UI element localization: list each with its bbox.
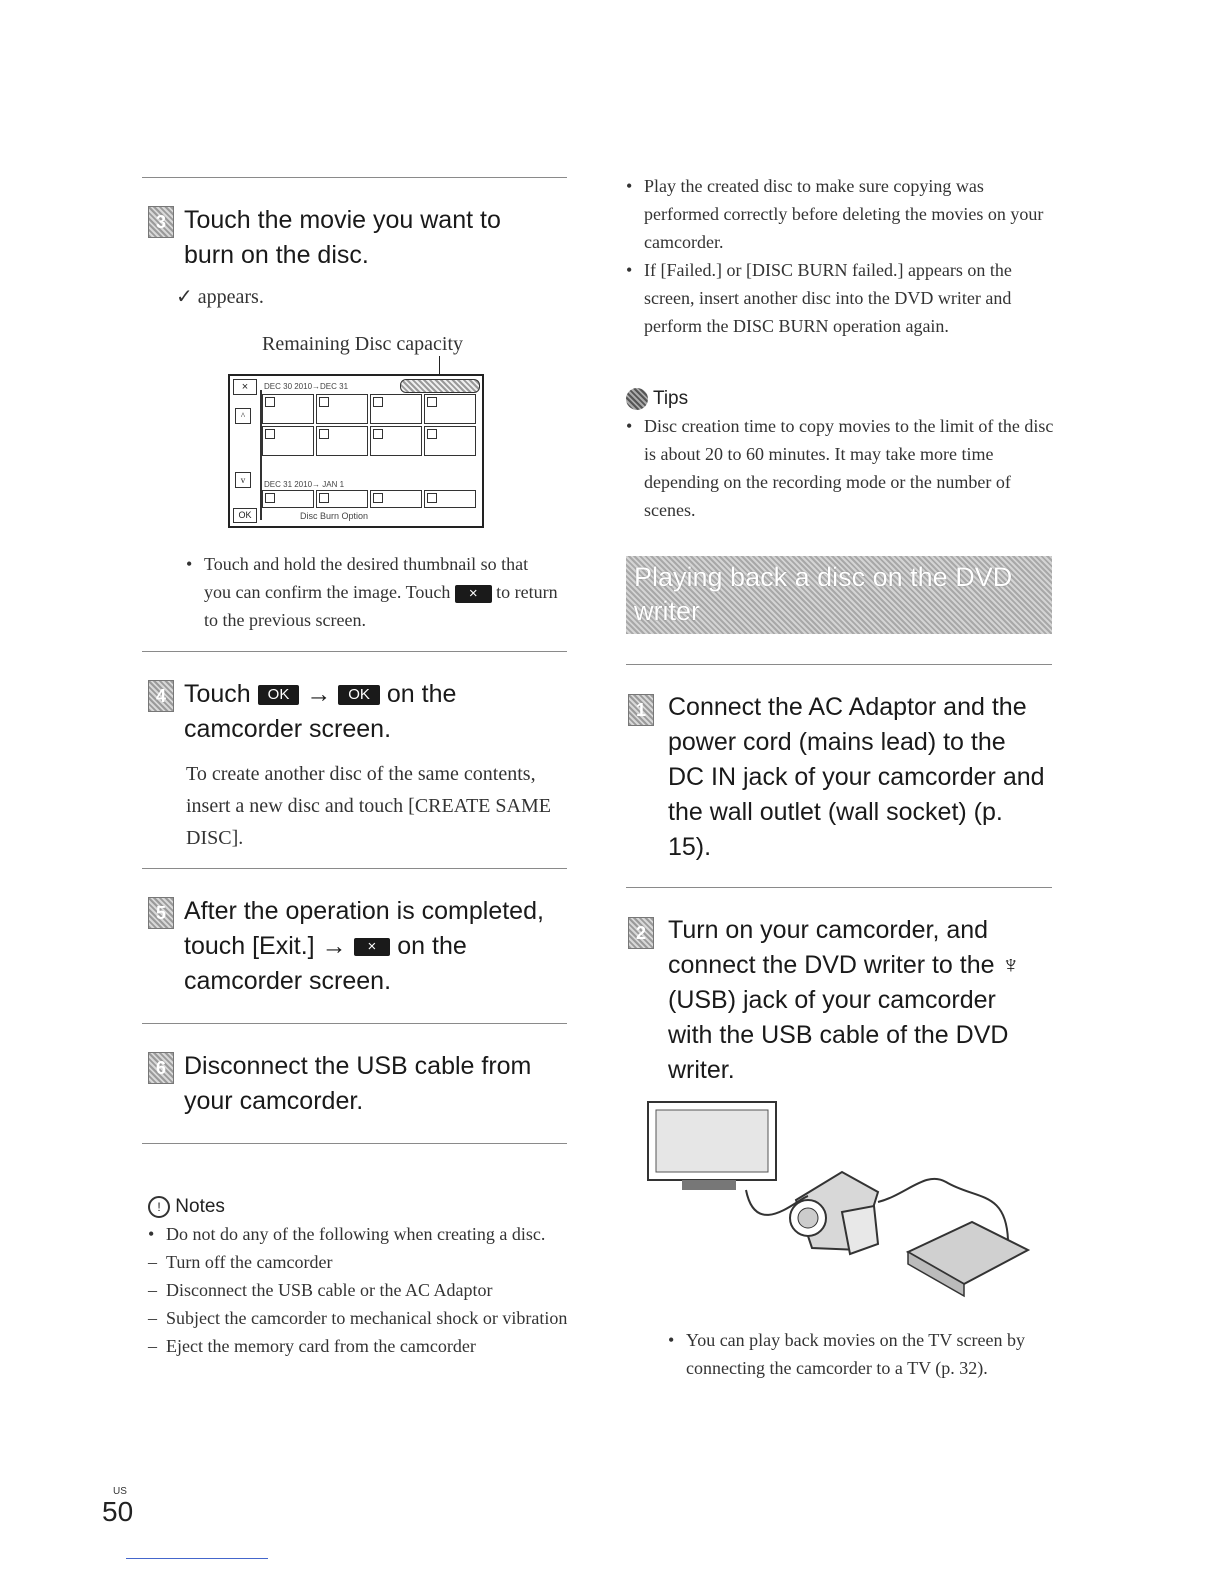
thumbnail <box>370 426 422 456</box>
notes-title-row: ! Notes <box>148 1196 568 1218</box>
list-item: • Play the created disc to make sure copying was performed correctly before deleting the movies on your camcorder. <box>626 172 1054 256</box>
notes-intro: • Do not do any of the following when creating a disc. <box>148 1220 568 1248</box>
disc-burn-option-label: Disc Burn Option <box>300 511 369 521</box>
tips-title-row: Tips <box>626 388 1054 410</box>
section-banner <box>626 556 1052 634</box>
step6-heading: Disconnect the USB cable from your camcorder. <box>184 1052 532 1115</box>
arrow-icon: → <box>321 932 347 960</box>
disc-capacity-callout: Remaining Disc capacity <box>262 333 464 355</box>
divider <box>626 664 1052 665</box>
tv-illustration <box>648 1102 776 1190</box>
divider <box>142 651 567 652</box>
thumbnail <box>262 490 314 508</box>
step-number-3: 3 <box>148 206 174 238</box>
camcorder-screen-illustration <box>228 374 484 528</box>
list-item: – Eject the memory card from the camcorder <box>148 1332 568 1360</box>
date-range-2: DEC 31 2010→ JAN 1 <box>264 480 345 489</box>
scroll-down-icon: v <box>235 472 251 488</box>
divider <box>142 1143 567 1144</box>
notes-block <box>148 1196 568 1360</box>
arrow-icon: → <box>306 680 332 708</box>
thumbnail <box>424 394 476 424</box>
ok-button-icon: OK <box>338 685 380 705</box>
close-button-icon: × <box>354 938 391 956</box>
divider <box>142 177 567 178</box>
right-top-bullets <box>626 172 1054 340</box>
r-step2-heading: Turn on your camcorder, and connect the DVD writer to the ♆ (USB) jack of your camcorder with the USB cable of the DVD writer. <box>668 916 1021 1084</box>
connection-illustration <box>646 1100 1036 1310</box>
step-number-1: 1 <box>628 694 654 726</box>
footer-line <box>126 1558 268 1559</box>
thumbnail <box>370 394 422 424</box>
date-range-1: DEC 30 2010→DEC 31 <box>264 382 349 391</box>
capacity-bar <box>400 379 480 393</box>
thumbnail <box>262 426 314 456</box>
close-icon: × <box>233 379 257 395</box>
thumbnail <box>262 394 314 424</box>
list-item: – Disconnect the USB cable or the AC Adaptor <box>148 1276 568 1304</box>
step3-heading: Touch the movie you want to burn on the disc. <box>184 206 501 269</box>
list-item: – Turn off the camcorder <box>148 1248 568 1276</box>
divider <box>142 868 567 869</box>
divider <box>626 887 1052 888</box>
step-number-2: 2 <box>628 917 654 949</box>
appears-text: appears. <box>197 286 264 308</box>
r-note: • You can play back movies on the TV screen by connecting the camcorder to a TV (p. 32). <box>668 1326 1038 1382</box>
thumbnail <box>316 394 368 424</box>
section-title: Playing back a disc on the DVD writer <box>634 562 1013 626</box>
step3-note: • Touch and hold the desired thumbnail so that you can confirm the image. Touch × to return to the previous screen. <box>186 550 558 634</box>
ok-button-icon: OK <box>258 685 300 705</box>
step-number-4: 4 <box>148 680 174 712</box>
step-number-5: 5 <box>148 897 174 929</box>
step4-body: To create another disc of the same contents, insert a new disc and touch [CREATE SAME DISC]. <box>186 763 551 849</box>
step4-heading: Touch OK → OK on the camcorder screen. <box>184 680 457 743</box>
checkmark-icon: ✓ <box>176 284 193 308</box>
step-number-6: 6 <box>148 1052 174 1084</box>
step5-heading: After the operation is completed, touch [Exit.] → × on the camcorder screen. <box>184 897 544 995</box>
thumbnail <box>424 490 476 508</box>
scroll-up-icon: ^ <box>235 408 251 424</box>
divider <box>142 1023 567 1024</box>
checkmark-line <box>176 282 264 311</box>
list-item: • Disc creation time to copy movies to the limit of the disc is about 20 to 60 minutes. It may take more time depending on the recording mode or the number of scenes. <box>626 412 1054 524</box>
thumbnail <box>316 426 368 456</box>
ok-icon: OK <box>233 508 257 523</box>
thumbnail <box>316 490 368 508</box>
tips-block <box>626 388 1054 524</box>
list-item: • If [Failed.] or [DISC BURN failed.] appears on the screen, insert another disc into the DVD writer and perform the DISC BURN operation again. <box>626 256 1054 340</box>
notes-icon: ! <box>148 1196 170 1218</box>
camcorder-illustration <box>790 1172 878 1254</box>
thumbnail <box>370 490 422 508</box>
tips-icon <box>626 388 648 410</box>
list-item: – Subject the camcorder to mechanical shock or vibration <box>148 1304 568 1332</box>
page-number: 50 <box>102 1496 134 1527</box>
region-label: US <box>113 1486 127 1497</box>
r-step1-heading: Connect the AC Adaptor and the power cord (mains lead) to the DC IN jack of your camcorder and the wall outlet (wall socket) (p. 15). <box>668 693 1045 861</box>
dvd-writer-illustration <box>908 1222 1028 1296</box>
thumbnail <box>424 426 476 456</box>
close-button-icon: × <box>455 585 492 603</box>
